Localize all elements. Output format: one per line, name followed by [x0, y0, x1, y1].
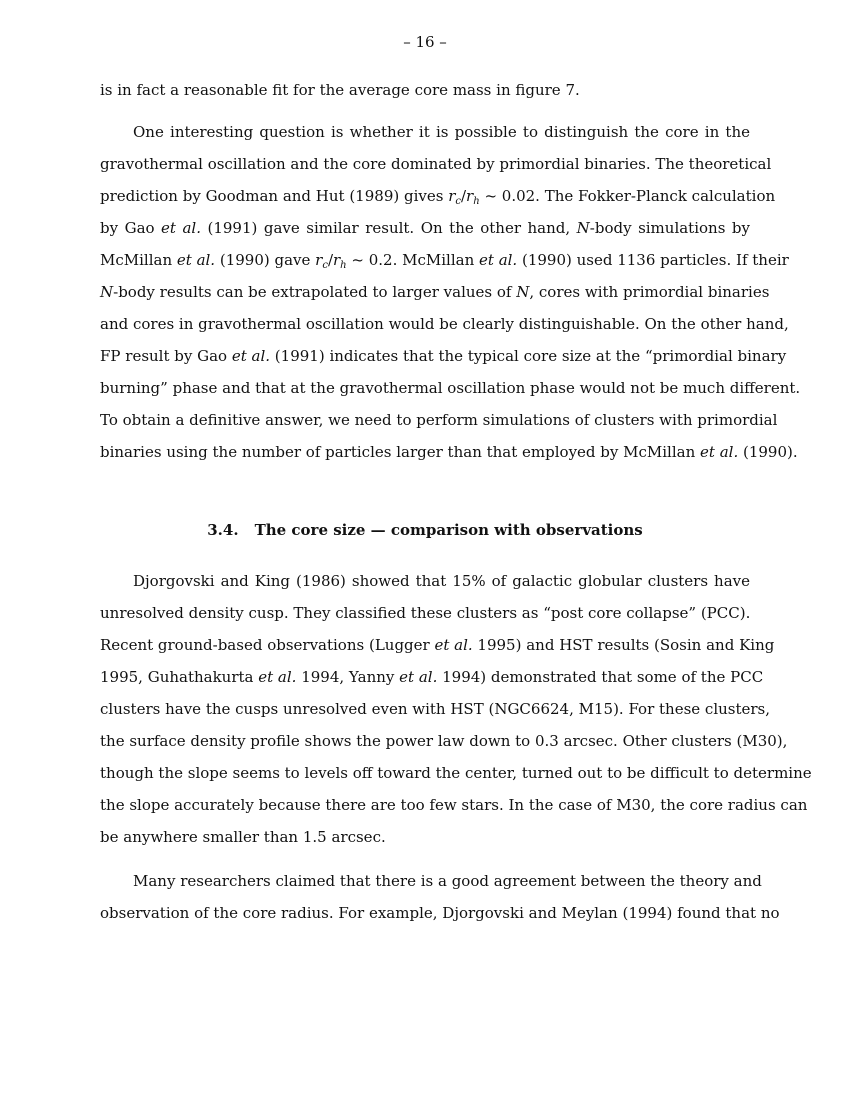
section-number: 3.4.	[207, 521, 239, 539]
text-line: Many researchers claimed that there is a good agreement between the theory and	[133, 872, 762, 890]
text-line: binaries using the number of particles larger than that employed by McMillan et al. (1990).	[100, 443, 798, 461]
text-line: One interesting question is whether it is possible to distinguish the core in the	[133, 123, 750, 141]
text-line: gravothermal oscillation and the core dominated by primordial binaries. The theoretical	[100, 155, 772, 173]
text-line: Djorgovski and King (1986) showed that 15% of galactic globular clusters have	[133, 572, 750, 590]
text-line: and cores in gravothermal oscillation would be clearly distinguishable. On the other hand,	[100, 315, 789, 333]
text-line: burning” phase and that at the gravothermal oscillation phase would not be much different.	[100, 379, 801, 397]
text-line: though the slope seems to levels off toward the center, turned out to be difficult to determine	[100, 764, 812, 782]
text-line: Recent ground-based observations (Lugger et al. 1995) and HST results (Sosin and King	[100, 636, 775, 654]
text-line: prediction by Goodman and Hut (1989) gives $r_c/r_h$ ~ 0.02. The Fokker-Planck calculation	[100, 187, 776, 207]
text-line: 1995, Guhathakurta et al. 1994, Yanny et al. 1994) demonstrated that some of the PCC	[100, 668, 764, 686]
section-heading	[0, 521, 850, 539]
text-line: To obtain a definitive answer, we need to perform simulations of clusters with primordial	[100, 411, 778, 429]
page-number: – 16 –	[403, 33, 447, 51]
text-line: be anywhere smaller than 1.5 arcsec.	[100, 828, 386, 846]
text-line: the surface density profile shows the power law down to 0.3 arcsec. Other clusters (M30),	[100, 732, 788, 750]
text-line: is in fact a reasonable fit for the average core mass in figure 7.	[100, 81, 580, 99]
text-line: McMillan et al. (1990) gave $r_c/r_h$ ~ 0.2. McMillan et al. (1990) used 1136 particles. If their	[100, 251, 789, 271]
section-title: The core size — comparison with observations	[254, 521, 643, 539]
text-line: by Gao et al. (1991) gave similar result. On the other hand, N-body simulations by	[100, 219, 750, 237]
text-line: N-body results can be extrapolated to larger values of N, cores with primordial binaries	[100, 283, 770, 301]
text-line: FP result by Gao et al. (1991) indicates that the typical core size at the “primordial binary	[100, 347, 787, 365]
text-line: the slope accurately because there are too few stars. In the case of M30, the core radius can	[100, 796, 808, 814]
text-line: clusters have the cusps unresolved even with HST (NGC6624, M15). For these clusters,	[100, 700, 771, 718]
text-line: unresolved density cusp. They classified these clusters as “post core collapse” (PCC).	[100, 604, 751, 622]
text-line: observation of the core radius. For example, Djorgovski and Meylan (1994) found that no	[100, 904, 780, 922]
